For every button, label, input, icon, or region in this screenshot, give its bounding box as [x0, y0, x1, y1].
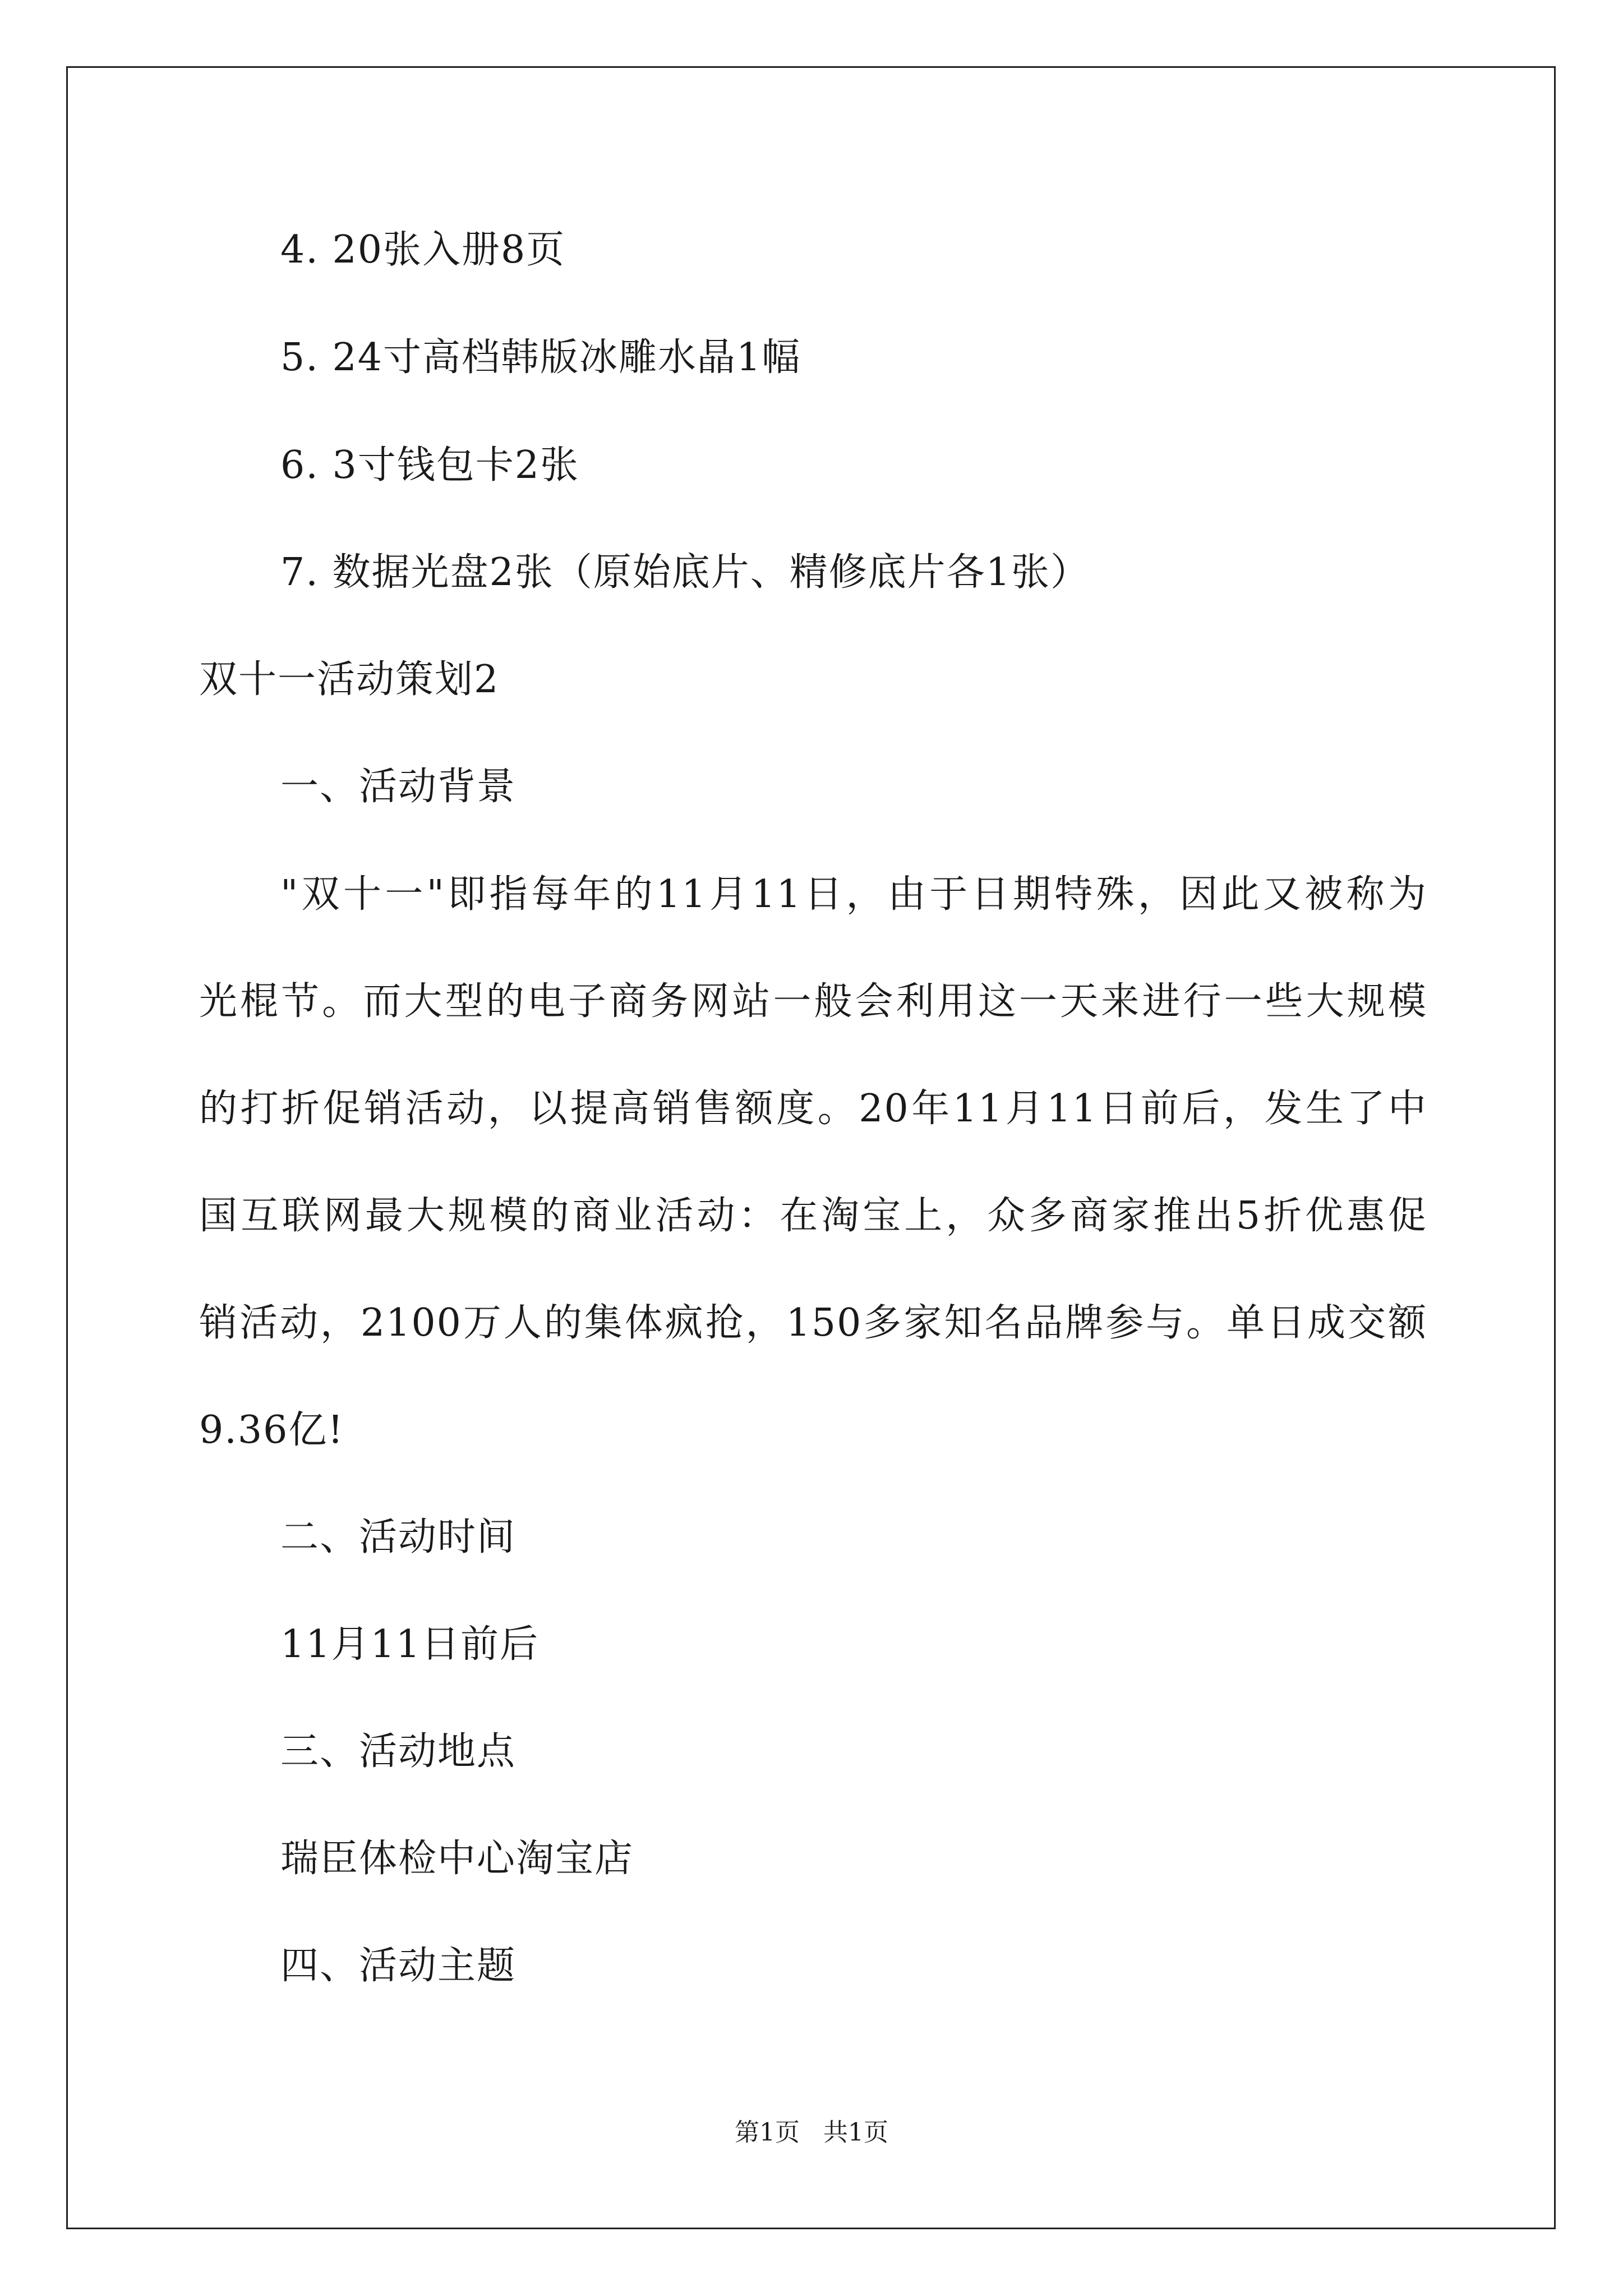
paragraph-line-2: 光棍节。而大型的电子商务网站一般会利用这一天来进行一些大规模	[199, 979, 1427, 1024]
heading-background: 一、活动背景	[280, 765, 517, 809]
section-title: 双十一活动策划2	[199, 657, 500, 702]
paragraph-line-5: 销活动，2100万人的集体疯抢，150多家知名品牌参与。单日成交额	[199, 1301, 1427, 1345]
list-item-5: 5. 24寸高档韩版冰雕水晶1幅	[280, 335, 801, 380]
heading-place: 三、活动地点	[280, 1729, 517, 1774]
paragraph-line-4: 国互联网最大规模的商业活动：在淘宝上，众多商家推出5折优惠促	[199, 1194, 1427, 1238]
heading-time: 二、活动时间	[280, 1515, 517, 1559]
heading-theme: 四、活动主题	[280, 1944, 517, 1988]
paragraph-line-3: 的打折促销活动，以提高销售额度。20年11月11日前后，发生了中	[199, 1087, 1427, 1131]
paragraph-line-6: 9.36亿!	[199, 1408, 344, 1452]
list-item-7: 7. 数据光盘2张（原始底片、精修底片各1张）	[280, 550, 1090, 595]
time-value: 11月11日前后	[280, 1622, 540, 1667]
page-footer: 第1页 共1页	[735, 2118, 888, 2147]
paragraph-line-1: "双十一"即指每年的11月11日，由于日期特殊，因此又被称为	[280, 872, 1427, 917]
list-item-4: 4. 20张入册8页	[280, 228, 566, 272]
list-item-6: 6. 3寸钱包卡2张	[280, 443, 580, 487]
place-value: 瑞臣体检中心淘宝店	[280, 1837, 634, 1881]
page-frame	[66, 66, 1556, 2229]
